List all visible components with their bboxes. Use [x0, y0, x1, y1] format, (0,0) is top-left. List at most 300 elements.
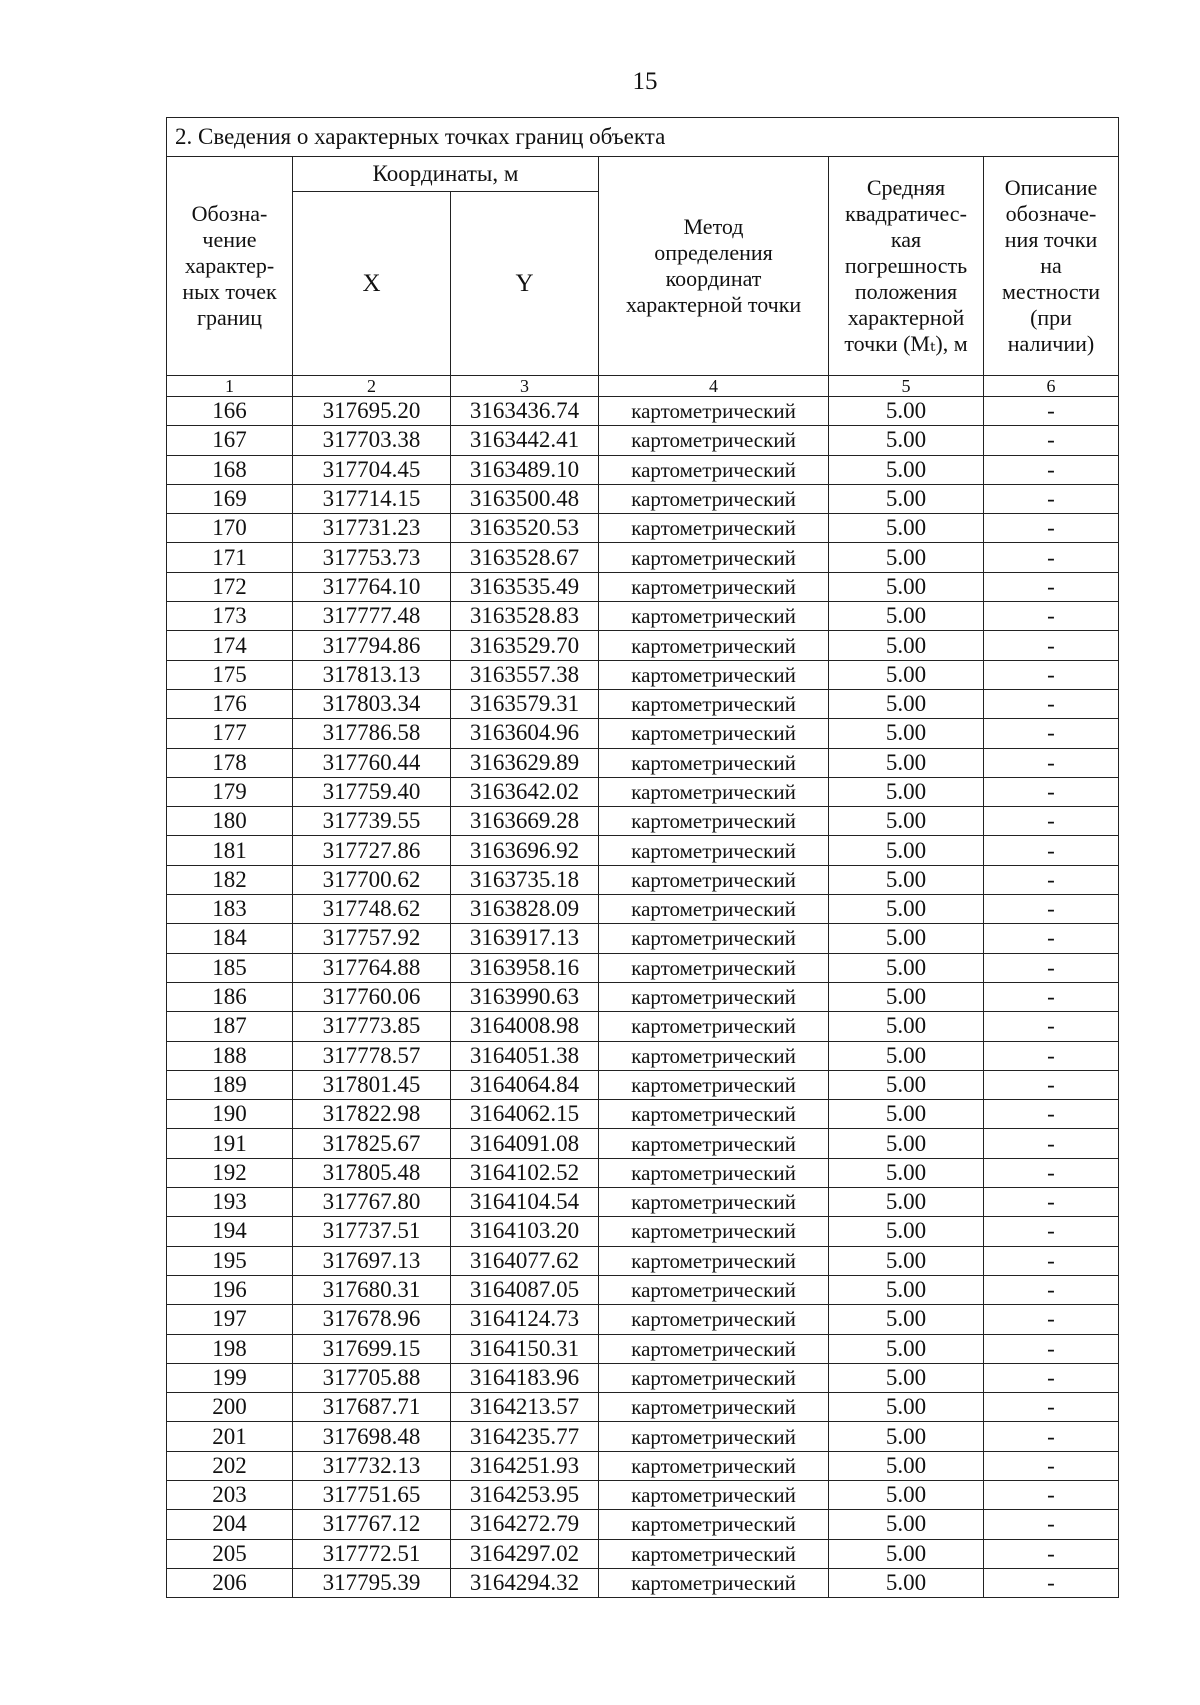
header-designation: Обозна- чение характер- ных точек границ [167, 157, 293, 376]
table-row [167, 895, 1119, 924]
method-cell: картометрический [599, 1188, 829, 1217]
page-number: 15 [632, 68, 658, 95]
method-cell: картометрический [599, 1451, 829, 1480]
table-row [167, 807, 1119, 836]
point-number-cell: 168 [167, 455, 293, 484]
description-cell: - [984, 484, 1119, 513]
mse-cell: 5.00 [829, 1041, 984, 1070]
table-row [167, 572, 1119, 601]
description-cell: - [984, 1041, 1119, 1070]
mse-cell: 5.00 [829, 953, 984, 982]
method-cell: картометрический [599, 865, 829, 894]
description-cell: - [984, 807, 1119, 836]
column-number: 1 [167, 376, 293, 397]
method-cell: картометрический [599, 1539, 829, 1568]
y-coordinate-cell: 3164062.15 [451, 1100, 599, 1129]
description-cell: - [984, 924, 1119, 953]
point-number-cell: 197 [167, 1305, 293, 1334]
method-cell: картометрический [599, 982, 829, 1011]
y-coordinate-cell: 3163629.89 [451, 748, 599, 777]
table-row [167, 1012, 1119, 1041]
table-row [167, 660, 1119, 689]
y-coordinate-cell: 3163557.38 [451, 660, 599, 689]
mse-cell: 5.00 [829, 397, 984, 426]
mse-cell: 5.00 [829, 1363, 984, 1392]
table-row [167, 1363, 1119, 1392]
table-row [167, 865, 1119, 894]
x-coordinate-cell: 317773.85 [293, 1012, 451, 1041]
table-row [167, 719, 1119, 748]
table-row [167, 689, 1119, 718]
mse-cell: 5.00 [829, 895, 984, 924]
description-cell: - [984, 777, 1119, 806]
mse-cell: 5.00 [829, 1451, 984, 1480]
method-cell: картометрический [599, 953, 829, 982]
x-coordinate-cell: 317704.45 [293, 455, 451, 484]
method-cell: картометрический [599, 1510, 829, 1539]
x-coordinate-cell: 317801.45 [293, 1070, 451, 1099]
method-cell: картометрический [599, 1363, 829, 1392]
method-cell: картометрический [599, 836, 829, 865]
mse-cell: 5.00 [829, 982, 984, 1011]
x-coordinate-cell: 317825.67 [293, 1129, 451, 1158]
y-coordinate-cell: 3163642.02 [451, 777, 599, 806]
method-cell: картометрический [599, 631, 829, 660]
method-cell: картометрический [599, 1012, 829, 1041]
table-row [167, 1041, 1119, 1070]
table-row [167, 982, 1119, 1011]
point-number-cell: 187 [167, 1012, 293, 1041]
x-coordinate-cell: 317778.57 [293, 1041, 451, 1070]
mse-cell: 5.00 [829, 865, 984, 894]
table-row [167, 1100, 1119, 1129]
x-coordinate-cell: 317697.13 [293, 1246, 451, 1275]
y-coordinate-cell: 3164051.38 [451, 1041, 599, 1070]
section-title: 2. Сведения о характерных точках границ объекта [167, 118, 1119, 157]
y-coordinate-cell: 3164213.57 [451, 1393, 599, 1422]
table-row [167, 1158, 1119, 1187]
mse-cell: 5.00 [829, 1012, 984, 1041]
y-coordinate-cell: 3163828.09 [451, 895, 599, 924]
x-coordinate-cell: 317759.40 [293, 777, 451, 806]
x-coordinate-cell: 317805.48 [293, 1158, 451, 1187]
table-row [167, 1480, 1119, 1509]
description-cell: - [984, 1275, 1119, 1304]
table-row [167, 1070, 1119, 1099]
table-row [167, 1129, 1119, 1158]
y-coordinate-cell: 3164150.31 [451, 1334, 599, 1363]
point-number-cell: 172 [167, 572, 293, 601]
y-coordinate-cell: 3163604.96 [451, 719, 599, 748]
table-row [167, 1568, 1119, 1597]
header-description: Описание обозначе- ния точки на местности (при наличии) [984, 157, 1119, 376]
description-cell: - [984, 1363, 1119, 1392]
point-number-cell: 185 [167, 953, 293, 982]
table-row [167, 1217, 1119, 1246]
y-coordinate-cell: 3164008.98 [451, 1012, 599, 1041]
description-cell: - [984, 1568, 1119, 1597]
point-number-cell: 195 [167, 1246, 293, 1275]
point-number-cell: 169 [167, 484, 293, 513]
y-coordinate-cell: 3163696.92 [451, 836, 599, 865]
header-y: Y [451, 192, 599, 376]
description-cell: - [984, 1188, 1119, 1217]
description-cell: - [984, 602, 1119, 631]
method-cell: картометрический [599, 514, 829, 543]
mse-cell: 5.00 [829, 1275, 984, 1304]
point-number-cell: 189 [167, 1070, 293, 1099]
mse-cell: 5.00 [829, 1568, 984, 1597]
point-number-cell: 202 [167, 1451, 293, 1480]
point-number-cell: 203 [167, 1480, 293, 1509]
column-number: 6 [984, 376, 1119, 397]
y-coordinate-cell: 3163529.70 [451, 631, 599, 660]
point-number-cell: 177 [167, 719, 293, 748]
description-cell: - [984, 1510, 1119, 1539]
method-cell: картометрический [599, 1129, 829, 1158]
method-cell: картометрический [599, 660, 829, 689]
description-cell: - [984, 1393, 1119, 1422]
mse-cell: 5.00 [829, 543, 984, 572]
description-cell: - [984, 865, 1119, 894]
table-row [167, 1275, 1119, 1304]
description-cell: - [984, 953, 1119, 982]
description-cell: - [984, 982, 1119, 1011]
header-method: Метод определения координат характерной точки [599, 157, 829, 376]
table-row [167, 953, 1119, 982]
x-coordinate-cell: 317703.38 [293, 426, 451, 455]
point-number-cell: 201 [167, 1422, 293, 1451]
mse-cell: 5.00 [829, 1246, 984, 1275]
table-row [167, 1188, 1119, 1217]
x-coordinate-cell: 317777.48 [293, 602, 451, 631]
table-row [167, 426, 1119, 455]
x-coordinate-cell: 317767.80 [293, 1188, 451, 1217]
method-cell: картометрический [599, 924, 829, 953]
table-row [167, 514, 1119, 543]
x-coordinate-cell: 317795.39 [293, 1568, 451, 1597]
description-cell: - [984, 631, 1119, 660]
table-row [167, 1305, 1119, 1334]
y-coordinate-cell: 3164104.54 [451, 1188, 599, 1217]
mse-cell: 5.00 [829, 1070, 984, 1099]
mse-cell: 5.00 [829, 1510, 984, 1539]
table-row [167, 1422, 1119, 1451]
method-cell: картометрический [599, 719, 829, 748]
y-coordinate-cell: 3163579.31 [451, 689, 599, 718]
mse-cell: 5.00 [829, 1334, 984, 1363]
mse-cell: 5.00 [829, 1480, 984, 1509]
mse-cell: 5.00 [829, 602, 984, 631]
table-row [167, 1510, 1119, 1539]
point-number-cell: 179 [167, 777, 293, 806]
description-cell: - [984, 895, 1119, 924]
mse-cell: 5.00 [829, 660, 984, 689]
method-cell: картометрический [599, 748, 829, 777]
y-coordinate-cell: 3163500.48 [451, 484, 599, 513]
method-cell: картометрический [599, 1275, 829, 1304]
y-coordinate-cell: 3163535.49 [451, 572, 599, 601]
method-cell: картометрический [599, 1246, 829, 1275]
header-x: X [293, 192, 451, 376]
mse-cell: 5.00 [829, 1305, 984, 1334]
x-coordinate-cell: 317699.15 [293, 1334, 451, 1363]
point-number-cell: 198 [167, 1334, 293, 1363]
x-coordinate-cell: 317813.13 [293, 660, 451, 689]
mse-cell: 5.00 [829, 572, 984, 601]
point-number-cell: 181 [167, 836, 293, 865]
mse-cell: 5.00 [829, 1422, 984, 1451]
description-cell: - [984, 543, 1119, 572]
y-coordinate-cell: 3164251.93 [451, 1451, 599, 1480]
mse-cell: 5.00 [829, 426, 984, 455]
column-number: 3 [451, 376, 599, 397]
table-row [167, 455, 1119, 484]
header-coordinates: Координаты, м [293, 157, 599, 192]
x-coordinate-cell: 317698.48 [293, 1422, 451, 1451]
y-coordinate-cell: 3164087.05 [451, 1275, 599, 1304]
method-cell: картометрический [599, 1305, 829, 1334]
x-coordinate-cell: 317687.71 [293, 1393, 451, 1422]
mse-cell: 5.00 [829, 807, 984, 836]
table-row [167, 1334, 1119, 1363]
y-coordinate-cell: 3163442.41 [451, 426, 599, 455]
y-coordinate-cell: 3164091.08 [451, 1129, 599, 1158]
x-coordinate-cell: 317731.23 [293, 514, 451, 543]
description-cell: - [984, 397, 1119, 426]
x-coordinate-cell: 317764.10 [293, 572, 451, 601]
x-coordinate-cell: 317760.06 [293, 982, 451, 1011]
point-number-cell: 166 [167, 397, 293, 426]
table-row [167, 924, 1119, 953]
x-coordinate-cell: 317822.98 [293, 1100, 451, 1129]
y-coordinate-cell: 3163528.83 [451, 602, 599, 631]
description-cell: - [984, 1480, 1119, 1509]
mse-cell: 5.00 [829, 1393, 984, 1422]
method-cell: картометрический [599, 1041, 829, 1070]
description-cell: - [984, 1012, 1119, 1041]
method-cell: картометрический [599, 602, 829, 631]
method-cell: картометрический [599, 1422, 829, 1451]
point-number-cell: 170 [167, 514, 293, 543]
mse-cell: 5.00 [829, 1539, 984, 1568]
point-number-cell: 186 [167, 982, 293, 1011]
point-number-cell: 188 [167, 1041, 293, 1070]
table-row [167, 602, 1119, 631]
point-number-cell: 182 [167, 865, 293, 894]
description-cell: - [984, 514, 1119, 543]
x-coordinate-cell: 317748.62 [293, 895, 451, 924]
point-number-cell: 171 [167, 543, 293, 572]
description-cell: - [984, 836, 1119, 865]
x-coordinate-cell: 317772.51 [293, 1539, 451, 1568]
description-cell: - [984, 719, 1119, 748]
y-coordinate-cell: 3163528.67 [451, 543, 599, 572]
mse-cell: 5.00 [829, 924, 984, 953]
table-row [167, 1539, 1119, 1568]
point-number-cell: 204 [167, 1510, 293, 1539]
point-number-cell: 173 [167, 602, 293, 631]
x-coordinate-cell: 317695.20 [293, 397, 451, 426]
description-cell: - [984, 1451, 1119, 1480]
method-cell: картометрический [599, 484, 829, 513]
method-cell: картометрический [599, 777, 829, 806]
x-coordinate-cell: 317803.34 [293, 689, 451, 718]
method-cell: картометрический [599, 543, 829, 572]
description-cell: - [984, 1158, 1119, 1187]
point-number-cell: 178 [167, 748, 293, 777]
method-cell: картометрический [599, 1070, 829, 1099]
point-number-cell: 180 [167, 807, 293, 836]
y-coordinate-cell: 3163669.28 [451, 807, 599, 836]
y-coordinate-cell: 3164103.20 [451, 1217, 599, 1246]
mse-cell: 5.00 [829, 836, 984, 865]
point-number-cell: 194 [167, 1217, 293, 1246]
description-cell: - [984, 1100, 1119, 1129]
mse-cell: 5.00 [829, 777, 984, 806]
point-number-cell: 176 [167, 689, 293, 718]
y-coordinate-cell: 3163489.10 [451, 455, 599, 484]
y-coordinate-cell: 3164253.95 [451, 1480, 599, 1509]
y-coordinate-cell: 3164064.84 [451, 1070, 599, 1099]
y-coordinate-cell: 3163990.63 [451, 982, 599, 1011]
method-cell: картометрический [599, 1217, 829, 1246]
mse-cell: 5.00 [829, 719, 984, 748]
description-cell: - [984, 426, 1119, 455]
point-number-cell: 175 [167, 660, 293, 689]
description-cell: - [984, 1129, 1119, 1158]
x-coordinate-cell: 317700.62 [293, 865, 451, 894]
table-row [167, 484, 1119, 513]
method-cell: картометрический [599, 1480, 829, 1509]
mse-cell: 5.00 [829, 514, 984, 543]
mse-cell: 5.00 [829, 1129, 984, 1158]
y-coordinate-cell: 3163735.18 [451, 865, 599, 894]
mse-cell: 5.00 [829, 1188, 984, 1217]
x-coordinate-cell: 317764.88 [293, 953, 451, 982]
point-number-cell: 191 [167, 1129, 293, 1158]
method-cell: картометрический [599, 807, 829, 836]
method-cell: картометрический [599, 1100, 829, 1129]
description-cell: - [984, 1422, 1119, 1451]
column-number: 4 [599, 376, 829, 397]
mse-cell: 5.00 [829, 1217, 984, 1246]
table-row [167, 748, 1119, 777]
x-coordinate-cell: 317732.13 [293, 1451, 451, 1480]
y-coordinate-cell: 3164102.52 [451, 1158, 599, 1187]
x-coordinate-cell: 317794.86 [293, 631, 451, 660]
mse-cell: 5.00 [829, 748, 984, 777]
x-coordinate-cell: 317727.86 [293, 836, 451, 865]
mse-cell: 5.00 [829, 1158, 984, 1187]
mse-cell: 5.00 [829, 1100, 984, 1129]
point-number-cell: 190 [167, 1100, 293, 1129]
x-coordinate-cell: 317757.92 [293, 924, 451, 953]
x-coordinate-cell: 317678.96 [293, 1305, 451, 1334]
description-cell: - [984, 748, 1119, 777]
y-coordinate-cell: 3164294.32 [451, 1568, 599, 1597]
column-number: 2 [293, 376, 451, 397]
point-number-cell: 199 [167, 1363, 293, 1392]
point-number-cell: 205 [167, 1539, 293, 1568]
mse-cell: 5.00 [829, 689, 984, 718]
x-coordinate-cell: 317753.73 [293, 543, 451, 572]
mse-cell: 5.00 [829, 455, 984, 484]
y-coordinate-cell: 3164297.02 [451, 1539, 599, 1568]
x-coordinate-cell: 317739.55 [293, 807, 451, 836]
y-coordinate-cell: 3164124.73 [451, 1305, 599, 1334]
y-coordinate-cell: 3164077.62 [451, 1246, 599, 1275]
x-coordinate-cell: 317737.51 [293, 1217, 451, 1246]
method-cell: картометрический [599, 1393, 829, 1422]
method-cell: картометрический [599, 397, 829, 426]
description-cell: - [984, 572, 1119, 601]
description-cell: - [984, 1539, 1119, 1568]
table-row [167, 1246, 1119, 1275]
method-cell: картометрический [599, 689, 829, 718]
header-mse: Средняя квадратичес- кая погрешность положения характерной точки (Mₜ), м [829, 157, 984, 376]
y-coordinate-cell: 3163917.13 [451, 924, 599, 953]
boundary-points-table [166, 117, 1119, 1598]
table-row [167, 836, 1119, 865]
column-numbers-row [167, 376, 1119, 397]
x-coordinate-cell: 317714.15 [293, 484, 451, 513]
point-number-cell: 206 [167, 1568, 293, 1597]
x-coordinate-cell: 317705.88 [293, 1363, 451, 1392]
method-cell: картометрический [599, 1568, 829, 1597]
description-cell: - [984, 1070, 1119, 1099]
x-coordinate-cell: 317786.58 [293, 719, 451, 748]
description-cell: - [984, 1217, 1119, 1246]
table-body [167, 397, 1119, 1598]
description-cell: - [984, 660, 1119, 689]
x-coordinate-cell: 317751.65 [293, 1480, 451, 1509]
point-number-cell: 192 [167, 1158, 293, 1187]
point-number-cell: 167 [167, 426, 293, 455]
method-cell: картометрический [599, 1334, 829, 1363]
description-cell: - [984, 455, 1119, 484]
table-row [167, 777, 1119, 806]
column-number: 5 [829, 376, 984, 397]
table-row [167, 543, 1119, 572]
y-coordinate-cell: 3164183.96 [451, 1363, 599, 1392]
table-row [167, 631, 1119, 660]
y-coordinate-cell: 3163958.16 [451, 953, 599, 982]
description-cell: - [984, 1305, 1119, 1334]
method-cell: картометрический [599, 455, 829, 484]
y-coordinate-cell: 3163436.74 [451, 397, 599, 426]
x-coordinate-cell: 317760.44 [293, 748, 451, 777]
method-cell: картометрический [599, 895, 829, 924]
table-row [167, 1393, 1119, 1422]
table-row [167, 397, 1119, 426]
y-coordinate-cell: 3164235.77 [451, 1422, 599, 1451]
method-cell: картометрический [599, 1158, 829, 1187]
point-number-cell: 183 [167, 895, 293, 924]
table-row [167, 1451, 1119, 1480]
point-number-cell: 184 [167, 924, 293, 953]
method-cell: картометрический [599, 572, 829, 601]
description-cell: - [984, 1334, 1119, 1363]
description-cell: - [984, 1246, 1119, 1275]
method-cell: картометрический [599, 426, 829, 455]
mse-cell: 5.00 [829, 631, 984, 660]
description-cell: - [984, 689, 1119, 718]
y-coordinate-cell: 3163520.53 [451, 514, 599, 543]
y-coordinate-cell: 3164272.79 [451, 1510, 599, 1539]
point-number-cell: 193 [167, 1188, 293, 1217]
mse-cell: 5.00 [829, 484, 984, 513]
